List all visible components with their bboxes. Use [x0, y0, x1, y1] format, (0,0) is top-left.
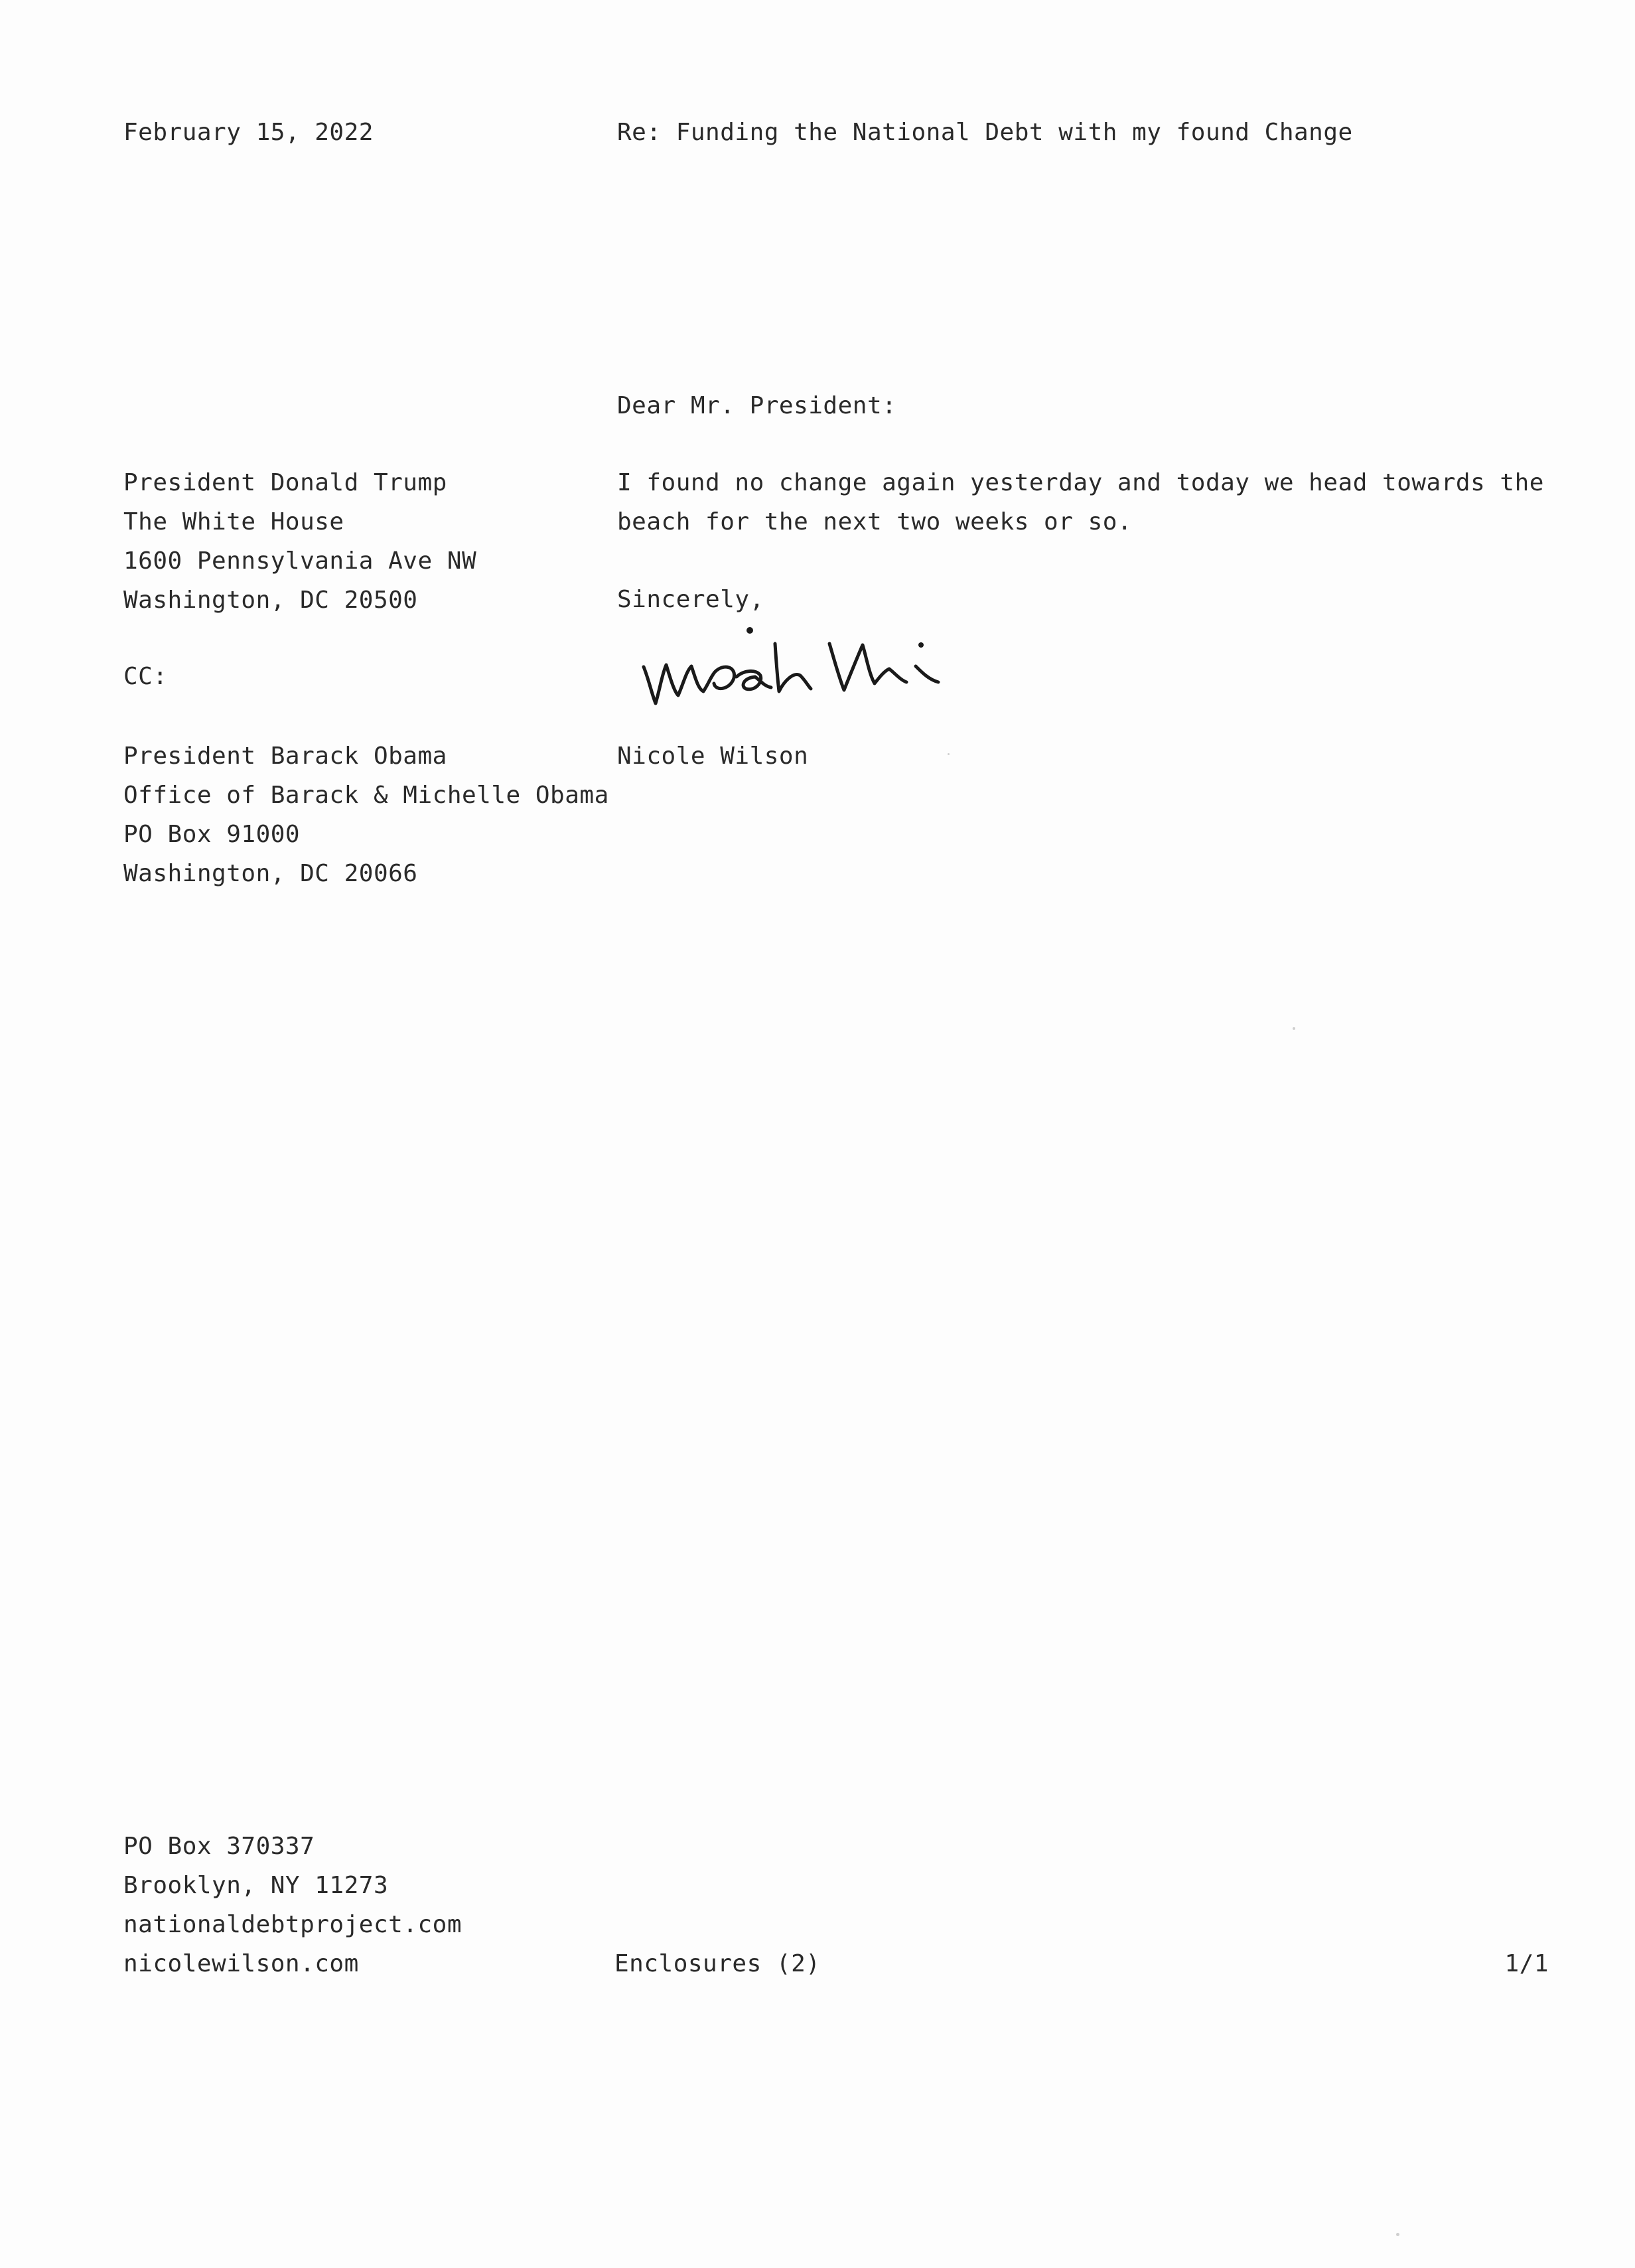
- closing: Sincerely,: [617, 586, 764, 613]
- sender-address: [123, 1827, 462, 1983]
- cc-label: CC:: [123, 663, 168, 690]
- recipient-office: The White House: [123, 508, 344, 535]
- body-line: beach for the next two weeks or so.: [617, 508, 1133, 535]
- page-number: 1/1: [1504, 1950, 1549, 1977]
- recipient-name: President Donald Trump: [123, 469, 447, 496]
- paper-speck: [948, 753, 950, 755]
- cc-recipient-city: Washington, DC 20066: [123, 860, 418, 887]
- body-line: I found no change again yesterday and today we head towards the: [617, 469, 1544, 496]
- paper-speck: [1293, 1027, 1295, 1030]
- cc-recipient-office: Office of Barack & Michelle Obama: [123, 782, 609, 809]
- handwritten-signature: [637, 617, 982, 717]
- recipient-city: Washington, DC 20500: [123, 587, 418, 614]
- signer-name: Nicole Wilson: [617, 743, 809, 770]
- recipient-street: 1600 Pennsylvania Ave NW: [123, 547, 477, 575]
- subject-line: Re: Funding the National Debt with my found Change: [617, 119, 1353, 146]
- sender-city: Brooklyn, NY 11273: [123, 1872, 389, 1899]
- sender-website: nicolewilson.com: [123, 1950, 359, 1977]
- cc-recipient-pobox: PO Box 91000: [123, 821, 301, 848]
- cc-recipient-address: [123, 737, 609, 893]
- salutation: Dear Mr. President:: [617, 392, 897, 419]
- cc-recipient-name: President Barack Obama: [123, 743, 447, 770]
- paper-speck: [1396, 2233, 1399, 2236]
- recipient-address: [123, 463, 476, 620]
- letter-body: [617, 463, 1544, 541]
- sender-website: nationaldebtproject.com: [123, 1911, 462, 1938]
- enclosures-note: Enclosures (2): [614, 1950, 821, 1977]
- letter-date: February 15, 2022: [123, 119, 374, 146]
- sender-pobox: PO Box 370337: [123, 1833, 315, 1860]
